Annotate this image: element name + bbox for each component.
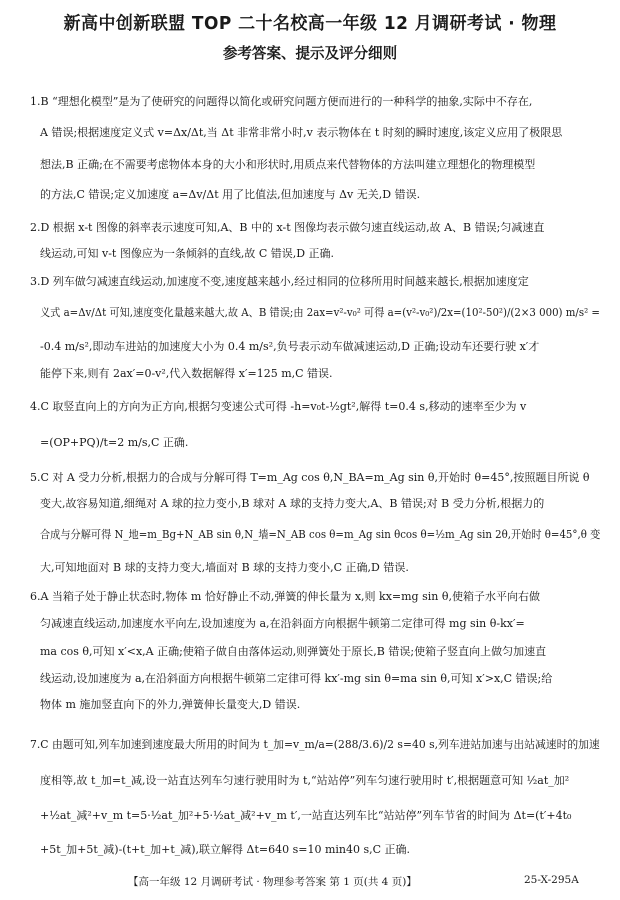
line-text: 2.D 根据 x-t 图像的斜率表示速度可知,A、B 中的 x-t 图像均表示做匀速直线运动,故 A、B 错误;匀减速直 [30,221,545,234]
line-text: =(OP+PQ)/t=2 m/s,C 正确. [40,436,189,449]
line-text: 线运动,设加速度为 a,在沿斜面方向根据牛顿第二定律可得 kx′-mg sin θ=ma sin θ,可知 x′>x,C 错误;给 [40,672,553,685]
line-text: 的方法,C 错误;定义加速度 a=Δv/Δt 用了比值法,但加速度与 Δv 无关,D 错误. [40,188,421,201]
page-footer [0,874,620,894]
text-line [0,239,620,269]
line-text: +½at_减²+v_m t=5·½at_加²+5·½at_减²+v_m t′,一站直达列车比“站站停”列车节省的时间为 Δt=(t′+4t₀ [40,809,572,822]
page-subtitle: 参考答案、提示及评分细则 [222,44,398,62]
text-line [0,267,620,297]
text-line [0,835,620,865]
text-line [0,730,620,760]
text-line [0,428,620,458]
text-line [0,150,620,180]
line-text: 义式 a=Δv/Δt 可知,速度变化量越来越大,故 A、B 错误;由 2ax=v²-v₀² 可得 a=(v²-v₀²)/2x=(10²-50²)/(2×3 000) m/s² = [40,306,600,319]
text-line [0,553,620,583]
line-text: 能停下来,则有 2ax′=0-v²,代入数据解得 x′=125 m,C 错误. [40,367,333,380]
text-line [0,489,620,519]
line-text: -0.4 m/s²,即动车进站的加速度大小为 0.4 m/s²,负号表示动车做减速运动,D 正确;设动车还要行驶 x′才 [40,340,540,353]
line-text: 变大,故容易知道,细绳对 A 球的拉力变小,B 球对 A 球的支持力变大,A、B 错误;对 B 受力分析,根据力的 [40,497,545,510]
line-text: 线运动,可知 v-t 图像应为一条倾斜的直线,故 C 错误,D 正确. [40,247,335,260]
text-line [0,118,620,148]
line-text: 3.D 列车做匀减速直线运动,加速度不变,速度越来越小,经过相同的位移所用时间越来越长,根据加速度定 [30,275,529,288]
text-line [0,609,620,639]
text-line [0,690,620,720]
line-text: A 错误;根据速度定义式 v=Δx/Δt,当 Δt 非常非常小时,v 表示物体在 t 时刻的瞬时速度,该定义应用了极限思 [40,126,563,139]
page-title: 新高中创新联盟 TOP 二十名校高一年级 12 月调研考试 · 物理 [63,14,557,34]
line-text: +5t_加+5t_减)-(t+t_加+t_减),联立解得 Δt=640 s=10 min40 s,C 正确. [40,843,411,856]
line-text: 匀减速直线运动,加速度水平向左,设加速度为 a,在沿斜面方向根据牛顿第二定律可得 mg sin θ-kx′= [40,617,525,630]
text-line [0,298,620,328]
line-text: 大,可知地面对 B 球的支持力变大,墙面对 B 球的支持力变小,C 正确,D 错误. [40,561,409,574]
line-text: ma cos θ,可知 x′<x,A 正确;使箱子做自由落体运动,则弹簧处于原长,B 错误;使箱子竖直向上做匀加速直 [40,645,547,658]
line-text: 7.C 由题可知,列车加速到速度最大所用的时间为 t_加=v_m/a=(288/3.6)/2 s=40 s,列车进站加速与出站减速时的加速 [30,738,600,751]
text-line [0,520,620,550]
text-line [0,766,620,796]
line-text: 4.C 取竖直向上的方向为正方向,根据匀变速公式可得 -h=v₀t-½gt²,解得 t=0.4 s,移动的速率至少为 v [30,400,527,413]
text-line [0,87,620,117]
line-text: 1.B “理想化模型”是为了使研究的问题得以简化或研究问题方便而进行的一种科学的抽象,实际中不存在, [30,95,533,108]
footer-code: 25-X-295A [524,874,579,886]
text-line [0,359,620,389]
line-text: 合成与分解可得 N_地=m_Bg+N_AB sin θ,N_墙=N_AB cos θ=m_Ag sin θcos θ=½m_Ag sin 2θ,开始时 θ=45°,θ 变 [40,528,601,541]
text-line [0,332,620,362]
line-text: 物体 m 施加竖直向下的外力,弹簧伸长量变大,D 错误. [40,698,301,711]
text-line [0,582,620,612]
line-text: 度相等,故 t_加=t_减,设一站直达列车匀速行驶用时为 t,“站站停”列车匀速行驶用时 t′,根据题意可知 ½at_加² [40,774,570,787]
line-text: 6.A 当箱子处于静止状态时,物体 m 恰好静止不动,弹簧的伸长量为 x,则 kx=mg sin θ,使箱子水平向右做 [30,590,540,603]
line-text: 5.C 对 A 受力分析,根据力的合成与分解可得 T=m_Ag cos θ,N_BA=m_Ag sin θ,开始时 θ=45°,按照题目所说 θ [30,471,590,484]
footer-page-info: 【高一年级 12 月调研考试 · 物理参考答案 第 1 页(共 4 页)】 [128,876,417,888]
text-line [0,392,620,422]
text-line [0,180,620,210]
text-line [0,637,620,667]
text-line [0,801,620,831]
line-text: 想法,B 正确;在不需要考虑物体本身的大小和形状时,用质点来代替物体的方法叫建立理想化的物理模型 [40,158,536,171]
